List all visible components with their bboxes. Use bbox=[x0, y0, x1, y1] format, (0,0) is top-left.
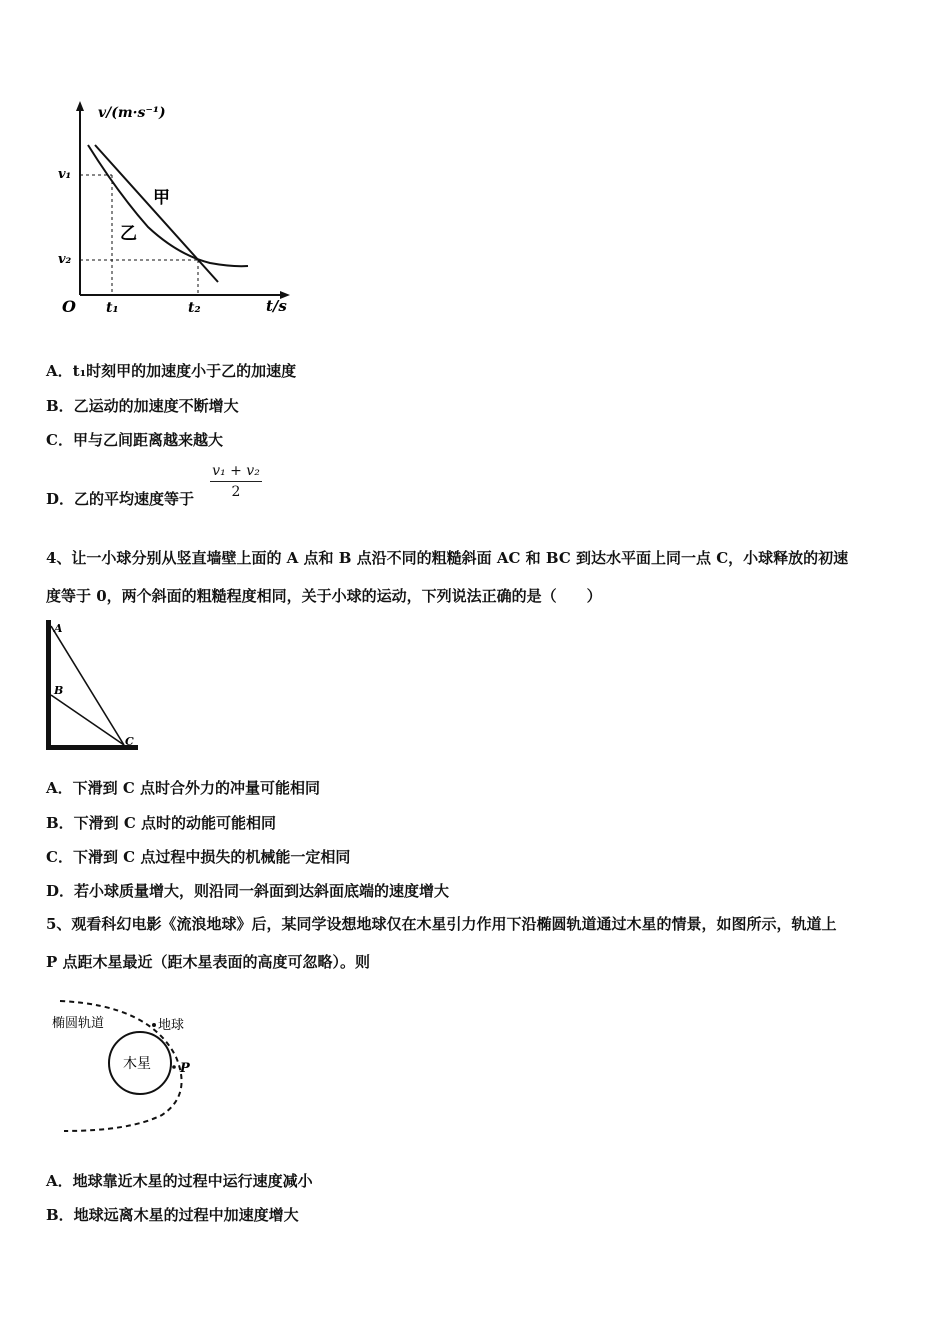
q3-option-d: D．乙的平均速度等于 bbox=[46, 490, 195, 508]
q5-option-b: B．地球远离木星的过程中加速度增大 bbox=[46, 1206, 299, 1224]
point-p-label: P bbox=[180, 1061, 190, 1076]
y-axis-arrow bbox=[76, 101, 84, 111]
jupiter-label: 木星 bbox=[123, 1056, 151, 1072]
fraction-denominator: 2 bbox=[231, 484, 241, 500]
q5-stem-line2: P 点距木星最近（距木星表面的高度可忽略）。则 bbox=[46, 953, 371, 971]
v2-label: v₂ bbox=[58, 252, 72, 267]
t1-label: t₁ bbox=[106, 300, 119, 316]
q4-option-a: A．下滑到 C 点时合外力的冲量可能相同 bbox=[46, 779, 321, 797]
point-b-label: B bbox=[54, 684, 64, 697]
wall bbox=[46, 620, 51, 750]
q3-option-d-fraction bbox=[208, 463, 264, 500]
q4-option-c: C．下滑到 C 点过程中损失的机械能一定相同 bbox=[46, 848, 351, 866]
v1-label: v₁ bbox=[58, 167, 72, 182]
point-p-dot bbox=[172, 1065, 176, 1069]
incline-figure bbox=[42, 618, 152, 758]
x-axis-label: t/s bbox=[266, 297, 287, 315]
q5-stem-line1: 5、观看科幻电影《流浪地球》后，某同学设想地球仅在木星引力作用下沿椭圆轨道通过木星的情景，如图所示，轨道上 bbox=[46, 915, 837, 933]
q5-option-a: A．地球靠近木星的过程中运行速度减小 bbox=[46, 1172, 313, 1190]
q4-option-d: D．若小球质量增大，则沿同一斜面到达斜面底端的速度增大 bbox=[46, 882, 450, 900]
point-c-label: C bbox=[125, 735, 134, 748]
q4-option-b: B．下滑到 C 点时的动能可能相同 bbox=[46, 814, 277, 832]
q3-option-a: A．t₁时刻甲的加速度小于乙的加速度 bbox=[46, 362, 297, 380]
curve-yi-label: 乙 bbox=[120, 224, 137, 244]
y-axis-label: v/(m·s⁻¹) bbox=[98, 105, 166, 121]
line-jia bbox=[95, 145, 218, 282]
point-a-label: A bbox=[54, 622, 63, 635]
orbit-label: 椭圆轨道 bbox=[52, 1016, 105, 1031]
t2-label: t₂ bbox=[188, 300, 201, 316]
q3-option-c: C．甲与乙间距离越来越大 bbox=[46, 431, 223, 449]
orbit-figure bbox=[50, 995, 230, 1140]
origin-label: O bbox=[62, 297, 76, 316]
earth-dot bbox=[152, 1023, 156, 1027]
q4-stem-line2: 度等于 0，两个斜面的粗糙程度相同，关于小球的运动，下列说法正确的是（ ） bbox=[46, 587, 602, 605]
curve-jia-label: 甲 bbox=[153, 188, 170, 208]
earth-label: 地球 bbox=[158, 1018, 185, 1033]
q4-stem-line1: 4、让一小球分别从竖直墙壁上面的 A 点和 B 点沿不同的粗糙斜面 AC 和 BC 到达水平面上同一点 C，小球释放的初速 bbox=[46, 549, 849, 567]
incline-bc bbox=[51, 695, 124, 745]
vt-graph-figure bbox=[50, 95, 300, 325]
fraction-numerator: v₁ + v₂ bbox=[212, 463, 260, 479]
q3-option-b: B．乙运动的加速度不断增大 bbox=[46, 397, 239, 415]
